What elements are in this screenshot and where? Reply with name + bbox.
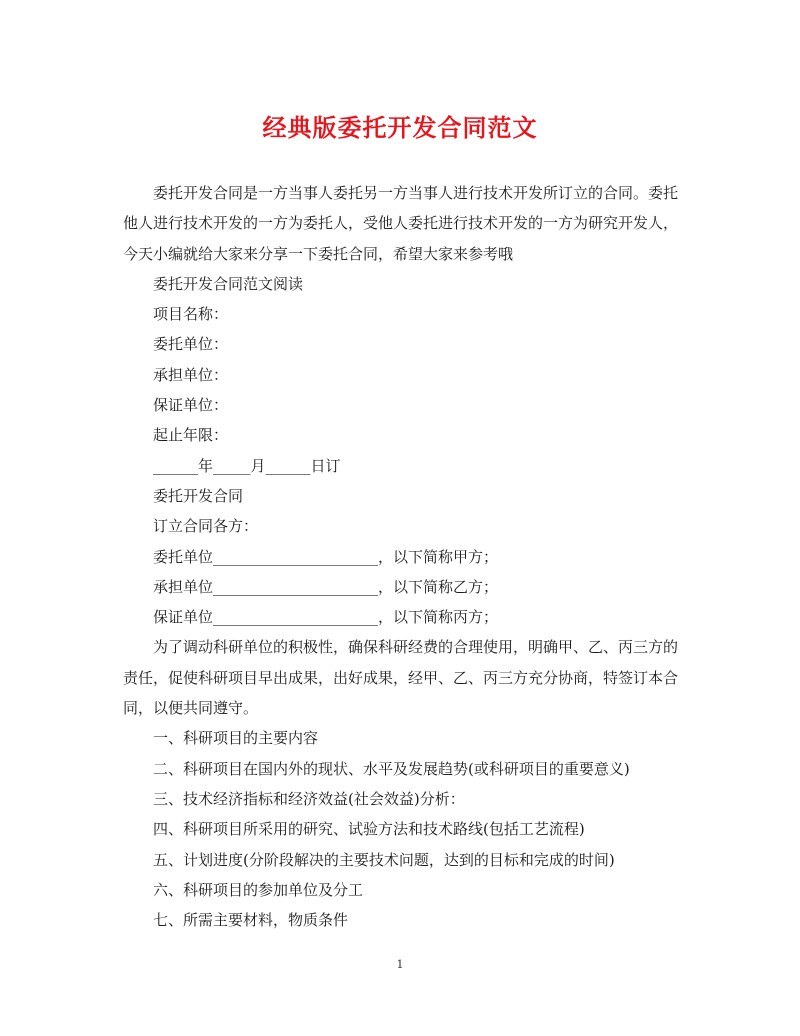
section-4: 四、科研项目所采用的研究、试验方法和技术路线(包括工艺流程) — [153, 820, 585, 839]
intro-paragraph: 委托开发合同是一方当事人委托另一方当事人进行技术开发所订立的合同。委托他人进行技术开发的一方为委托人，受他人委托进行技术开发的一方为研究开发人，今天小编就给大家来分享一下委托合同，希望大家来参考哦 — [123, 184, 679, 263]
contract-heading: 委托开发合同 — [153, 486, 244, 505]
section-7: 七、所需主要材料，物质条件 — [153, 911, 349, 930]
section-2: 二、科研项目在国内外的现状、水平及发展趋势(或科研项目的重要意义) — [153, 759, 630, 778]
document-title: 经典版委托开发合同范文 — [262, 113, 538, 142]
party-a-line: 委托单位______________________，以下简称甲方； — [153, 547, 499, 566]
parties-heading: 订立合同各方： — [153, 517, 259, 536]
field-project-name: 项目名称： — [153, 305, 229, 324]
field-contractor-unit: 承担单位： — [153, 365, 229, 384]
party-c-line: 保证单位______________________，以下简称丙方； — [153, 608, 499, 627]
section-5: 五、计划进度(分阶段解决的主要技术问题，达到的目标和完成的时间) — [153, 850, 615, 869]
section-1: 一、科研项目的主要内容 — [153, 729, 319, 748]
party-b-line: 承担单位______________________，以下简称乙方； — [153, 577, 499, 596]
section-6: 六、科研项目的参加单位及分工 — [153, 880, 364, 899]
field-guarantor-unit: 保证单位： — [153, 396, 229, 415]
section-3: 三、技术经济指标和经济效益(社会效益)分析： — [153, 789, 465, 808]
page-number: 1 — [396, 958, 404, 971]
date-line: ______年_____月______日订 — [153, 456, 341, 475]
reading-heading: 委托开发合同范文阅读 — [153, 274, 304, 293]
field-duration: 起止年限： — [153, 426, 229, 445]
field-client-unit: 委托单位： — [153, 335, 229, 354]
document-body — [123, 178, 679, 935]
purpose-paragraph: 为了调动科研单位的积极性，确保科研经费的合理使用，明确甲、乙、丙三方的责任，促使科研项目早出成果，出好成果，经甲、乙、丙三方充分协商，特签订本合同，以便共同遵守。 — [123, 638, 679, 718]
